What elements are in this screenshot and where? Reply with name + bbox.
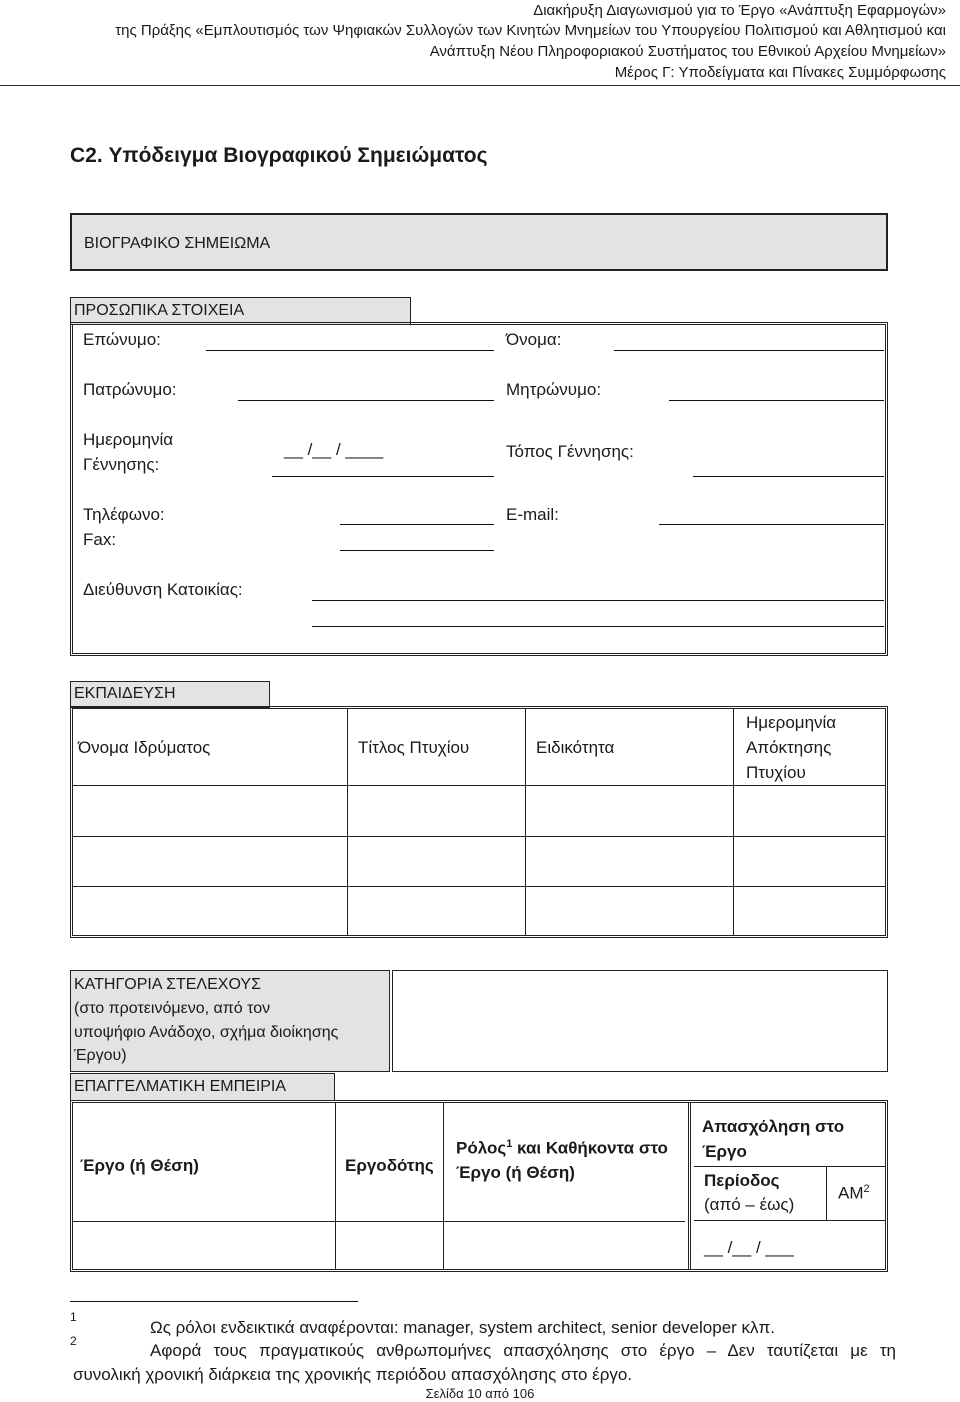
exp-period-divider [694,1166,885,1167]
header-line-1: Διακήρυξη Διαγωνισμού για το Έργο «Ανάπτυξη Εφαρμογών» [533,2,946,19]
exp-date-placeholder: __ /__ / ___ [704,1238,794,1257]
edu-col-date-1: Ημερομηνία [746,713,837,732]
address-field-line-1[interactable] [312,600,884,601]
page-number: Σελίδα 10 από 106 [425,1386,535,1401]
footnote-ref-2: 2 [863,1183,870,1195]
category-value-field[interactable] [392,970,888,1072]
education-section-tab [70,681,270,708]
edu-col-institution: Όνομα Ιδρύματος [78,738,211,757]
birthdate-placeholder: __ /__ / ____ [284,440,384,459]
edu-row-divider [73,836,885,837]
edu-col-divider [347,709,348,935]
exp-col-period-1: Περίοδος [704,1171,780,1190]
birthdate-field[interactable] [272,476,494,477]
fax-label: Fax: [83,530,117,549]
email-field[interactable] [659,524,884,525]
mother-name-label: Μητρώνυμο: [506,380,602,399]
edu-col-specialty: Ειδικότητα [536,738,615,757]
footnote-number-1: 1 [70,1310,77,1324]
education-section-label: ΕΚΠΑΙΔΕΥΣΗ [74,685,176,702]
surname-label: Επώνυμο: [83,330,161,349]
edu-col-date-2: Απόκτησης [746,738,832,757]
fax-field[interactable] [340,550,494,551]
edu-col-degree: Τίτλος Πτυχίου [358,738,470,757]
footnote-ref-1: 1 [506,1138,513,1150]
footnote-2-text-b: συνολική χρονική διάρκεια της χρονικής περιόδου απασχόλησης στο έργο. [73,1365,633,1384]
exp-col-divider [688,1103,691,1269]
phone-field[interactable] [340,524,494,525]
experience-section-label: ΕΠΑΓΓΕΛΜΑΤΙΚΗ ΕΜΠΕΙΡΙΑ [74,1078,287,1095]
exp-col-employment-2: Έργο [702,1142,747,1161]
category-line-1: (στο προτεινόμενο, από τον [74,1000,271,1017]
personal-section-tab [70,297,411,325]
exp-col-role-a: Ρόλος [456,1138,507,1158]
exp-col-role-b: και Καθήκοντα στο [512,1138,668,1158]
exp-col-period-2: (από – έως) [704,1195,795,1214]
cv-banner-label: ΒΙΟΓΡΑΦΙΚΟ ΣΗΜΕΙΩΜΑ [84,235,271,252]
header-line-4: Μέρος Γ: Υποδείγματα και Πίνακες Συμμόρφωσης [614,64,946,81]
email-label: E-mail: [506,505,559,524]
father-name-field[interactable] [238,400,494,401]
document-title: C2. Υπόδειγμα Βιογραφικού Σημειώματος [70,144,488,167]
footnote-2-text-a: Αφορά τους πραγματικούς ανθρωπομήνες απασχόλησης στο έργο – Δεν ταυτίζεται με τη [150,1341,896,1360]
category-line-3: Έργου) [74,1047,127,1064]
father-name-label: Πατρώνυμο: [83,380,177,399]
birthplace-field[interactable] [693,476,884,477]
cv-banner [70,213,888,271]
birthdate-label-2: Γέννησης: [83,455,160,474]
mother-name-field[interactable] [669,400,884,401]
header-rule [0,85,960,86]
edu-row-divider [73,785,885,786]
address-field-line-2[interactable] [312,626,884,627]
exp-col-role-c: Έργο (ή Θέση) [456,1163,575,1182]
personal-section-label: ΠΡΟΣΩΠΙΚΑ ΣΤΟΙΧΕΙΑ [74,302,245,319]
exp-row-divider [73,1221,685,1222]
surname-field[interactable] [206,350,494,351]
exp-row-divider [694,1220,885,1221]
exp-col-am-label: ΑΜ [838,1183,864,1203]
exp-col-employment-1: Απασχόληση στο [702,1117,845,1136]
edu-row-divider [73,886,885,887]
edu-col-divider [733,709,734,935]
name-field[interactable] [614,350,884,351]
category-box [70,970,390,1072]
exp-col-am [838,1183,870,1204]
address-label: Διεύθυνση Κατοικίας: [83,580,243,599]
category-line-2: υποψήφιο Ανάδοχο, σχήμα διοίκησης [74,1024,339,1041]
exp-am-divider [826,1166,827,1220]
birthplace-label: Τόπος Γέννησης: [506,442,634,461]
exp-col-employer: Εργοδότης [345,1156,434,1175]
exp-col-project: Έργο (ή Θέση) [80,1156,199,1175]
header-line-3: Ανάπτυξη Νέου Πληροφοριακού Συστήματος του Εθνικού Αρχείου Μνημείων» [429,43,946,60]
header-line-2: της Πράξης «Εμπλουτισμός των Ψηφιακών Συλλογών των Κινητών Μνημείων του Υπουργείου Πολιτισμού και Αθλητισμού και [115,22,946,39]
footnote-number-2: 2 [70,1334,77,1348]
exp-col-divider [443,1103,444,1269]
edu-col-date-3: Πτυχίου [746,763,806,782]
edu-col-divider [525,709,526,935]
footnote-rule [70,1301,358,1302]
name-label: Όνομα: [506,330,562,349]
experience-section-tab [70,1073,335,1101]
exp-col-divider [335,1103,336,1269]
footnote-1-text: Ως ρόλοι ενδεικτικά αναφέρονται: manager, system architect, senior developer κλπ. [150,1318,775,1337]
exp-col-role [456,1138,668,1159]
phone-label: Τηλέφωνο: [83,505,165,524]
personal-box [70,322,888,656]
birthdate-label-1: Ημερομηνία [83,430,174,449]
category-title: ΚΑΤΗΓΟΡΙΑ ΣΤΕΛΕΧΟΥΣ [74,976,261,993]
